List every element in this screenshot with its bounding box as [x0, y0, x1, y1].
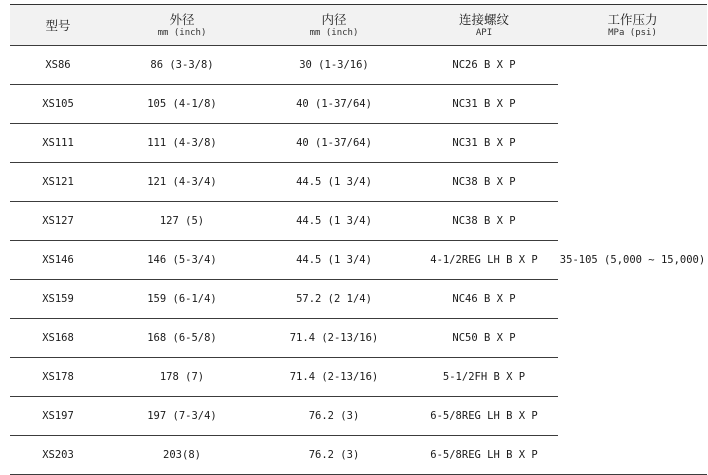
- table-body: [10, 46, 707, 475]
- header-row: [10, 5, 707, 46]
- cell-thread: NC31 B X P: [410, 85, 558, 124]
- cell-thread: NC26 B X P: [410, 46, 558, 85]
- header-pressure-label: 工作压力: [607, 11, 658, 27]
- cell-thread: NC38 B X P: [410, 202, 558, 241]
- header-pressure-unit: MPa (psi): [608, 27, 657, 38]
- header-id-label: 内径: [321, 11, 347, 27]
- cell-id: 76.2 (3): [258, 436, 410, 475]
- cell-thread: 6-5/8REG LH B X P: [410, 436, 558, 475]
- cell-od: 121 (4-3/4): [106, 163, 258, 202]
- header-model-label: 型号: [45, 17, 71, 33]
- cell-od: 168 (6-5/8): [106, 319, 258, 358]
- cell-id: 71.4 (2-13/16): [258, 358, 410, 397]
- cell-thread: NC31 B X P: [410, 124, 558, 163]
- cell-model: XS197: [10, 397, 106, 436]
- cell-id: 57.2 (2 1/4): [258, 280, 410, 319]
- cell-model: XS105: [10, 85, 106, 124]
- cell-thread: NC46 B X P: [410, 280, 558, 319]
- cell-thread: NC38 B X P: [410, 163, 558, 202]
- header-thread-label: 连接螺纹: [458, 11, 509, 27]
- cell-id: 44.5 (1 3/4): [258, 202, 410, 241]
- cell-model: XS178: [10, 358, 106, 397]
- cell-od: 197 (7-3/4): [106, 397, 258, 436]
- cell-pressure: 35-105 (5,000 ~ 15,000): [558, 46, 707, 475]
- cell-model: XS111: [10, 124, 106, 163]
- cell-id: 44.5 (1 3/4): [258, 163, 410, 202]
- cell-od: 178 (7): [106, 358, 258, 397]
- cell-id: 76.2 (3): [258, 397, 410, 436]
- spec-table: [10, 4, 707, 475]
- cell-od: 105 (4-1/8): [106, 85, 258, 124]
- cell-id: 40 (1-37/64): [258, 85, 410, 124]
- cell-model: XS168: [10, 319, 106, 358]
- cell-thread: 6-5/8REG LH B X P: [410, 397, 558, 436]
- cell-model: XS159: [10, 280, 106, 319]
- cell-model: XS127: [10, 202, 106, 241]
- header-outer-diameter: [106, 5, 258, 46]
- cell-od: 146 (5-3/4): [106, 241, 258, 280]
- cell-model: XS203: [10, 436, 106, 475]
- header-id-unit: mm (inch): [309, 27, 359, 38]
- header-thread: [410, 5, 558, 46]
- cell-od: 111 (4-3/8): [106, 124, 258, 163]
- cell-od: 86 (3-3/8): [106, 46, 258, 85]
- header-inner-diameter: [258, 5, 410, 46]
- cell-od: 127 (5): [106, 202, 258, 241]
- cell-model: XS121: [10, 163, 106, 202]
- cell-id: 30 (1-3/16): [258, 46, 410, 85]
- header-od-unit: mm (inch): [157, 27, 207, 38]
- cell-thread: 5-1/2FH B X P: [410, 358, 558, 397]
- cell-model: XS146: [10, 241, 106, 280]
- table-row: [10, 46, 707, 85]
- cell-model: XS86: [10, 46, 106, 85]
- header-model: [10, 5, 106, 46]
- cell-id: 71.4 (2-13/16): [258, 319, 410, 358]
- cell-od: 203(8): [106, 436, 258, 475]
- cell-id: 40 (1-37/64): [258, 124, 410, 163]
- cell-thread: 4-1/2REG LH B X P: [410, 241, 558, 280]
- table-header: [10, 5, 707, 46]
- cell-od: 159 (6-1/4): [106, 280, 258, 319]
- cell-thread: NC50 B X P: [410, 319, 558, 358]
- header-pressure: [558, 5, 707, 46]
- header-od-label: 外径: [169, 11, 195, 27]
- header-thread-unit: API: [475, 27, 493, 38]
- cell-id: 44.5 (1 3/4): [258, 241, 410, 280]
